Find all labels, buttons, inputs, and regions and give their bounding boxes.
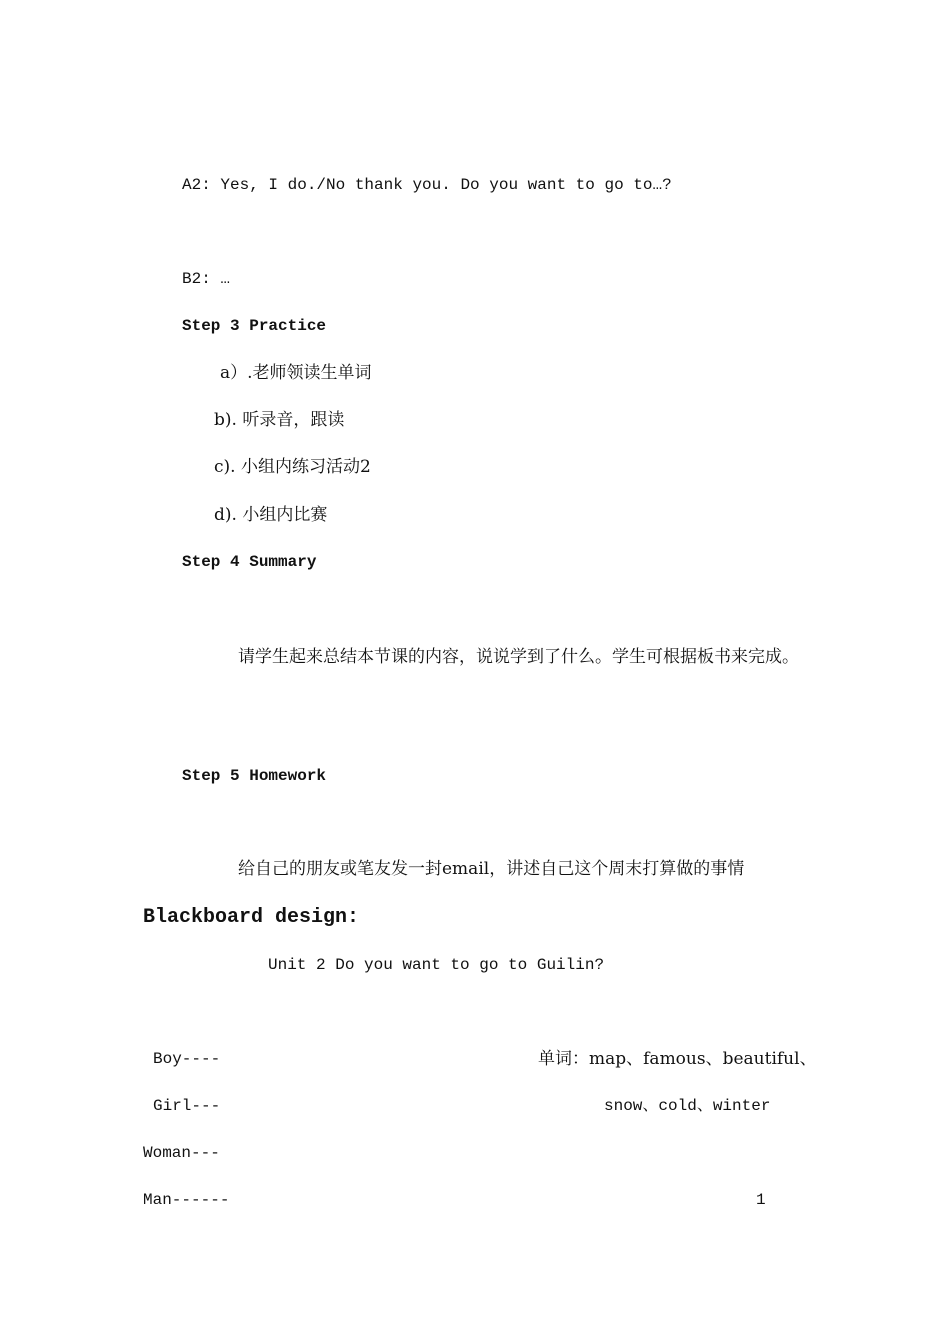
blackboard-heading: Blackboard design: xyxy=(143,906,360,929)
step4-text: 请学生起来总结本节课的内容，说说学到了什么。学生可根据板书来完成。 xyxy=(238,647,799,667)
step3-item-c: c). 小组内练习活动2 xyxy=(214,457,371,477)
step3-heading: Step 3 Practice xyxy=(182,317,327,335)
blackboard-title: Unit 2 Do you want to go to Guilin? xyxy=(268,956,605,974)
blackboard-left-man: Man------ xyxy=(143,1191,230,1209)
blackboard-left-girl: Girl--- xyxy=(153,1097,221,1115)
step5-heading: Step 5 Homework xyxy=(182,767,327,785)
step3-item-b: b). 听录音，跟读 xyxy=(214,410,345,430)
page-number: 1 xyxy=(756,1191,766,1209)
dialogue-a2: A2: Yes, I do./No thank you. Do you want to go to…? xyxy=(182,176,672,194)
step3-item-d: d). 小组内比赛 xyxy=(214,505,328,525)
blackboard-left-boy: Boy---- xyxy=(153,1050,221,1068)
step3-item-a: a）.老师领读生单词 xyxy=(220,363,372,383)
blackboard-vocab-line1: 单词：map、famous、beautiful、 xyxy=(538,1049,817,1069)
dialogue-b2: B2: … xyxy=(182,270,231,288)
step4-heading: Step 4 Summary xyxy=(182,553,317,571)
blackboard-vocab-line2: snow、cold、winter xyxy=(604,1097,771,1115)
blackboard-left-woman: Woman--- xyxy=(143,1144,220,1162)
step5-text: 给自己的朋友或笔友发一封email，讲述自己这个周末打算做的事情 xyxy=(238,859,745,879)
